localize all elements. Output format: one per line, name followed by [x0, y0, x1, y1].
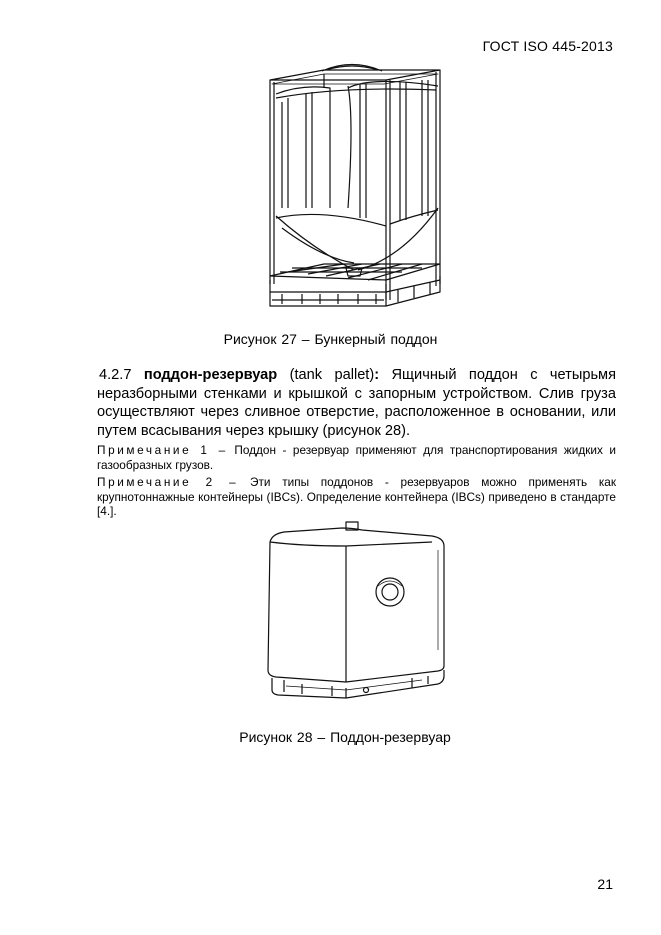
term: поддон-резервуар — [143, 367, 278, 383]
body-text — [97, 366, 616, 519]
note-1 — [97, 443, 616, 472]
note-1-label: Примечание 1 – — [97, 443, 228, 457]
term-english: (tank pallet) — [289, 367, 375, 383]
term-colon: : — [374, 367, 380, 383]
page-number: 21 — [597, 876, 613, 892]
note-2-label: Примечание 2 – — [97, 475, 239, 489]
section-4-2-7 — [97, 366, 616, 440]
note-2 — [97, 475, 616, 519]
note-2-text: Эти типы поддонов - резервуаров можно применять как крупнотоннажные контейнеры (IBCs). Определение контейнера (IBCs) приведено в стандарте [4.]. — [97, 475, 617, 518]
section-number: 4.2.7 — [99, 367, 132, 383]
definition: Ящичный поддон с четырьмя неразборными стенками и крышкой с запорным устройством. Слив груза осуществляют через сливное отверстие, расположенное в основании, или путем всасывания через крышку (рисунок 28). — [97, 367, 616, 439]
figure-28-caption: Рисунок 28 – Поддон-резервуар — [239, 729, 451, 745]
figure-27-caption: Рисунок 27 – Бункерный поддон — [223, 331, 438, 347]
document-code: ГОСТ ISO 445-2013 — [482, 38, 613, 54]
bunker-pallet-drawing — [262, 58, 446, 320]
note-1-text: Поддон - резервуар применяют для транспортирования жидких и газообразных грузов. — [97, 443, 616, 472]
tank-pallet-drawing — [262, 520, 452, 700]
